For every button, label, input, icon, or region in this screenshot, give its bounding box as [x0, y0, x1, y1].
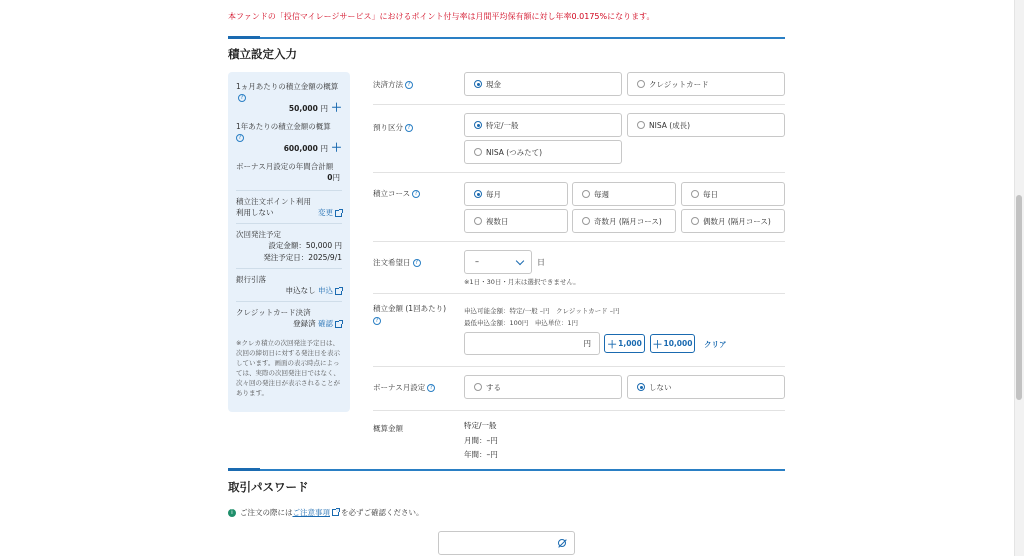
clear-button[interactable]: クリア	[704, 340, 727, 349]
payment-cash-option[interactable]	[464, 72, 622, 96]
radio-icon	[691, 217, 699, 225]
radio-icon	[582, 190, 590, 198]
radio-icon	[691, 190, 699, 198]
available-amount-text: 申込可能金額：特定/一般 –円 クレジットカード –円	[464, 307, 620, 315]
section-divider	[228, 37, 785, 39]
order-day-value: –	[475, 257, 479, 266]
option-label: クレジットカード	[649, 79, 709, 89]
payment-credit-option[interactable]	[627, 72, 785, 96]
amount-input[interactable]	[464, 332, 600, 355]
payment-method-label	[373, 79, 413, 90]
row-divider	[373, 104, 785, 105]
order-day-select[interactable]	[464, 250, 532, 274]
point-usage-value: 利用しない	[236, 208, 274, 217]
credit-confirm-link[interactable]	[318, 319, 342, 328]
option-label: 奇数月 (隔月コース)	[594, 216, 662, 226]
plus-icon[interactable]: ＋	[331, 141, 342, 154]
yen-unit: 円	[332, 173, 340, 182]
add-10000-button[interactable]	[650, 334, 695, 353]
account-nisa-tsumitate-option[interactable]	[464, 140, 622, 164]
row-divider	[373, 293, 785, 294]
course-daily-option[interactable]	[681, 182, 785, 206]
plus-icon[interactable]: ＋	[331, 101, 342, 114]
course-odd-month-option[interactable]	[572, 209, 676, 233]
bonus-month-label	[373, 382, 435, 393]
credit-card-note: ※クレカ積立の次回発注予定日は、次回の締切日に対する発注日を表示しています。画面の表示時点によっては、実際の次回発注日ではなく、次々回の発注日が表示されることがあります。	[236, 339, 340, 397]
order-day-text: 注文希望日	[373, 258, 411, 267]
course-label	[373, 188, 420, 199]
radio-icon	[474, 217, 482, 225]
monthly-label: 1ヵ月あたりの積立金額の概算	[236, 82, 339, 91]
help-icon[interactable]: ?	[405, 124, 413, 132]
help-icon[interactable]: ?	[427, 384, 435, 392]
help-icon[interactable]: ?	[413, 259, 421, 267]
estimate-values	[464, 419, 498, 463]
payment-method-text: 決済方法	[373, 80, 403, 89]
amount-text: 積立金額 (1回あたり)	[373, 304, 447, 313]
radio-icon	[637, 80, 645, 88]
radio-icon	[474, 383, 482, 391]
estimate-yearly: 年間：–円	[464, 450, 498, 459]
bonus-yes-option[interactable]	[464, 375, 622, 399]
account-type-label	[373, 122, 413, 133]
external-link-icon	[332, 509, 339, 516]
help-icon[interactable]: ?	[238, 94, 246, 102]
course-text: 積立コース	[373, 189, 411, 198]
radio-selected-icon	[637, 383, 645, 391]
point-usage-label: 積立注文ポイント利用	[236, 197, 311, 206]
bonus-total-value: 0	[327, 173, 333, 182]
course-monthly-option[interactable]	[464, 182, 568, 206]
notice-suffix: 」におけるポイント付与率は月間平均保有額に対し年率0.0175%になります。	[371, 12, 655, 21]
option-label: 毎週	[594, 189, 609, 199]
option-label: 現金	[486, 79, 501, 89]
account-nisa-growth-option[interactable]	[627, 113, 785, 137]
external-link-icon	[335, 321, 342, 328]
estimate-monthly: 月間：–円	[464, 435, 498, 445]
amount-label	[373, 303, 458, 327]
chevron-down-icon	[516, 257, 524, 265]
yen-unit: 円	[320, 104, 328, 113]
scrollbar-thumb[interactable]	[1016, 195, 1022, 400]
bank-debit-label: 銀行引落	[236, 275, 266, 284]
course-weekly-option[interactable]	[572, 182, 676, 206]
bank-apply-link[interactable]	[318, 286, 342, 295]
radio-selected-icon	[474, 80, 482, 88]
row-divider	[373, 410, 785, 411]
credit-card-label: クレジットカード決済	[236, 308, 311, 317]
section-title-setup: 積立設定入力	[228, 47, 297, 61]
plus-icon: ＋	[652, 340, 663, 351]
caution-link[interactable]: ご注意事項	[292, 508, 330, 517]
radio-icon	[474, 148, 482, 156]
bonus-total-label: ボーナス月設定の年間合計額	[236, 162, 334, 171]
add-10000-label: 10,000	[663, 339, 693, 348]
help-icon[interactable]: ?	[412, 190, 420, 198]
option-label: する	[486, 382, 501, 392]
external-link-icon	[335, 288, 342, 295]
account-tokutei-option[interactable]	[464, 113, 622, 137]
bank-debit-status: 申込なし	[285, 286, 316, 295]
external-link-icon	[335, 210, 342, 217]
radio-icon	[637, 121, 645, 129]
credit-card-status: 登録済	[293, 319, 316, 328]
next-order-date: 発注予定日：2025/9/1	[263, 253, 342, 262]
info-suffix: を必ずご確認ください。	[341, 508, 424, 517]
change-label: 変更	[318, 208, 333, 217]
notice-prefix: 本ファンドの「	[228, 12, 284, 21]
order-day-label	[373, 257, 421, 268]
option-label: 毎日	[703, 189, 718, 199]
info-prefix: ご注文の際には	[240, 508, 293, 517]
course-even-month-option[interactable]	[681, 209, 785, 233]
course-multiple-days-option[interactable]	[464, 209, 568, 233]
option-label: 毎月	[486, 189, 501, 199]
account-type-text: 預り区分	[373, 123, 403, 132]
radio-selected-icon	[474, 121, 482, 129]
help-icon[interactable]: ?	[236, 134, 244, 142]
minimum-amount-text: 最低申込金額：100円 申込単位：1円	[464, 319, 579, 327]
order-day-note: ※1日・30日・月末は選択できません。	[464, 278, 580, 286]
radio-icon	[582, 217, 590, 225]
radio-selected-icon	[474, 190, 482, 198]
monthly-value: 50,000	[288, 104, 318, 113]
option-label: NISA (つみたて)	[486, 147, 543, 157]
caution-info	[228, 507, 424, 518]
eye-off-icon[interactable]	[558, 539, 566, 547]
credit-confirm-label: 確認	[318, 319, 333, 328]
option-label: 特定/一般	[486, 120, 519, 130]
next-order-amount: 設定金額：50,000 円	[268, 241, 342, 250]
yen-unit: 円	[320, 144, 328, 153]
yearly-label: 1年あたりの積立金額の概算	[236, 122, 331, 131]
option-label: 複数日	[486, 216, 509, 226]
section-divider	[228, 469, 785, 471]
add-1000-label: 1,000	[618, 339, 642, 348]
row-divider	[373, 172, 785, 173]
info-icon: i	[228, 509, 236, 517]
row-divider	[373, 366, 785, 367]
add-1000-button[interactable]	[604, 334, 645, 353]
help-icon[interactable]: ?	[373, 317, 381, 325]
scrollbar[interactable]	[1014, 0, 1024, 556]
trade-password-input[interactable]	[438, 531, 575, 555]
yearly-value: 600,000	[283, 144, 318, 153]
row-divider	[373, 241, 785, 242]
estimate-type: 特定/一般	[464, 421, 497, 430]
plus-icon: ＋	[607, 340, 618, 351]
option-label: NISA (成長)	[649, 120, 691, 130]
estimate-label: 概算金額	[373, 424, 403, 433]
option-label: しない	[649, 382, 672, 392]
next-order-label: 次回発注予定	[236, 230, 281, 239]
change-point-link[interactable]	[318, 207, 342, 219]
summary-panel	[228, 72, 350, 412]
bonus-no-option[interactable]	[627, 375, 785, 399]
amount-unit: 円	[583, 339, 591, 348]
section-title-password: 取引パスワード	[228, 480, 309, 494]
order-day-unit: 日	[537, 258, 545, 267]
option-label: 偶数月 (隔月コース)	[703, 216, 771, 226]
mileage-service-link[interactable]: 投信マイレージサービス	[283, 12, 372, 21]
help-icon[interactable]: ?	[405, 81, 413, 89]
bank-apply-label: 申込	[318, 286, 333, 295]
bonus-month-text: ボーナス月設定	[373, 383, 426, 392]
mileage-notice	[228, 11, 654, 22]
